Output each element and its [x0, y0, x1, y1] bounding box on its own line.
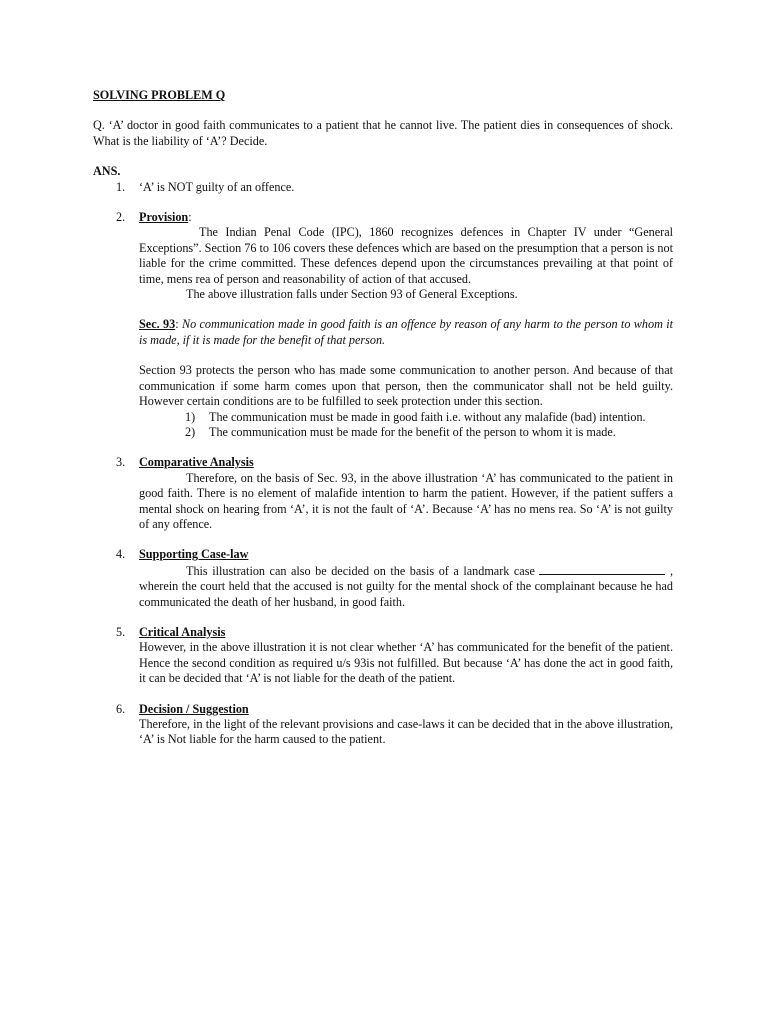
condition-item-2 [185, 425, 673, 440]
condition-number: 2) [185, 424, 196, 439]
condition-text: The communication must be made in good faith i.e. without any malafide (bad) intention. [209, 409, 646, 424]
item-number: 1. [116, 179, 126, 194]
case-name-blank [539, 563, 665, 575]
document-page [93, 88, 673, 748]
answer-item-2 [93, 210, 673, 440]
section-heading-provision: Provision [139, 210, 189, 225]
provision-paragraph: The Indian Penal Code (IPC), 1860 recognizes defences in Chapter IV under “General Exceptions”. Section 76 to 106 covers these defences which are based on the presumption that a person is not liable for the crime committed. These defences depend upon the circumstances prevailing at that point of time, mens rea of person and reasonability of action of that accused. [139, 225, 673, 286]
item-number: 4. [116, 547, 126, 562]
case-law-text-start: This illustration can also be decided on the basis of a landmark case [186, 563, 535, 578]
answer-item-5 [93, 625, 673, 687]
section-93-colon: : [175, 317, 182, 332]
condition-number: 1) [185, 409, 196, 424]
answer-item-6 [93, 702, 673, 748]
item-number: 3. [116, 455, 126, 470]
document-title: SOLVING PROBLEM Q [93, 88, 226, 102]
item-number: 6. [116, 701, 126, 716]
condition-item-1 [185, 410, 673, 425]
item-number: 5. [116, 624, 126, 639]
condition-text: The communication must be made for the benefit of the person to whom it is made. [209, 424, 616, 439]
item-number: 2. [116, 210, 126, 225]
section-heading-supporting-case-law: Supporting Case-law [139, 547, 249, 562]
answer-item-1 [93, 180, 673, 195]
case-law-text-end: , wherein the court held that the accused is not guilty for the mental shock of the complainant because he had communicated the death of her husband, in good faith. [139, 563, 674, 609]
conditions-list [139, 410, 673, 441]
case-law-text [139, 563, 673, 610]
section-93-label: Sec. 93 [139, 317, 176, 332]
section-93-quote: No communication made in good faith is an offence by reason of any harm to the person to whom it is made, if it is made for the benefit of that person. [139, 317, 674, 347]
section-93-explanation: Section 93 protects the person who has made some communication to another person. And because of that communication if some harm comes upon that person, then the communicator shall not be held guilty. However certain conditions are to be fulfilled to seek protection under this section. [139, 363, 673, 409]
section-heading-comparative-analysis: Comparative Analysis [139, 455, 254, 470]
decision-text: Therefore, in the light of the relevant provisions and case-laws it can be decided that in the above illustration, ‘A’ is Not liable for the harm caused to the patient. [139, 717, 673, 747]
comparative-analysis-text: Therefore, on the basis of Sec. 93, in the above illustration ‘A’ has communicated to the patient in good faith. There is no element of malafide intention to harm the patient. However, if the patient suffers a mental shock on hearing from ‘A’, it is not the fault of ‘A’. Because ‘A’ has no mens rea. So ‘A’ is not guilty of any offence. [139, 470, 673, 531]
question-text: Q. ‘A’ doctor in good faith communicates to a patient that he cannot live. The patient dies in consequences of shock. What is the liability of ‘A’? Decide. [93, 118, 673, 148]
heading-colon: : [188, 210, 192, 225]
section-heading-decision: Decision / Suggestion [139, 701, 249, 716]
answer-item-3 [93, 455, 673, 532]
section-93-text [139, 317, 673, 348]
answer-item-4 [93, 547, 673, 610]
answer-label: ANS. [93, 164, 121, 179]
provision-reference: The above illustration falls under Section 93 of General Exceptions. [186, 287, 518, 302]
section-heading-critical-analysis: Critical Analysis [139, 624, 226, 639]
item-text: ‘A’ is NOT guilty of an offence. [139, 179, 295, 194]
critical-analysis-text: However, in the above illustration it is not clear whether ‘A’ has communicated for the benefit of the patient. Hence the second condition as required u/s 93is not fulfilled. But because ‘A’ has done the act in good faith, it can be decided that ‘A’ is not liable for the death of the patient. [139, 640, 673, 686]
